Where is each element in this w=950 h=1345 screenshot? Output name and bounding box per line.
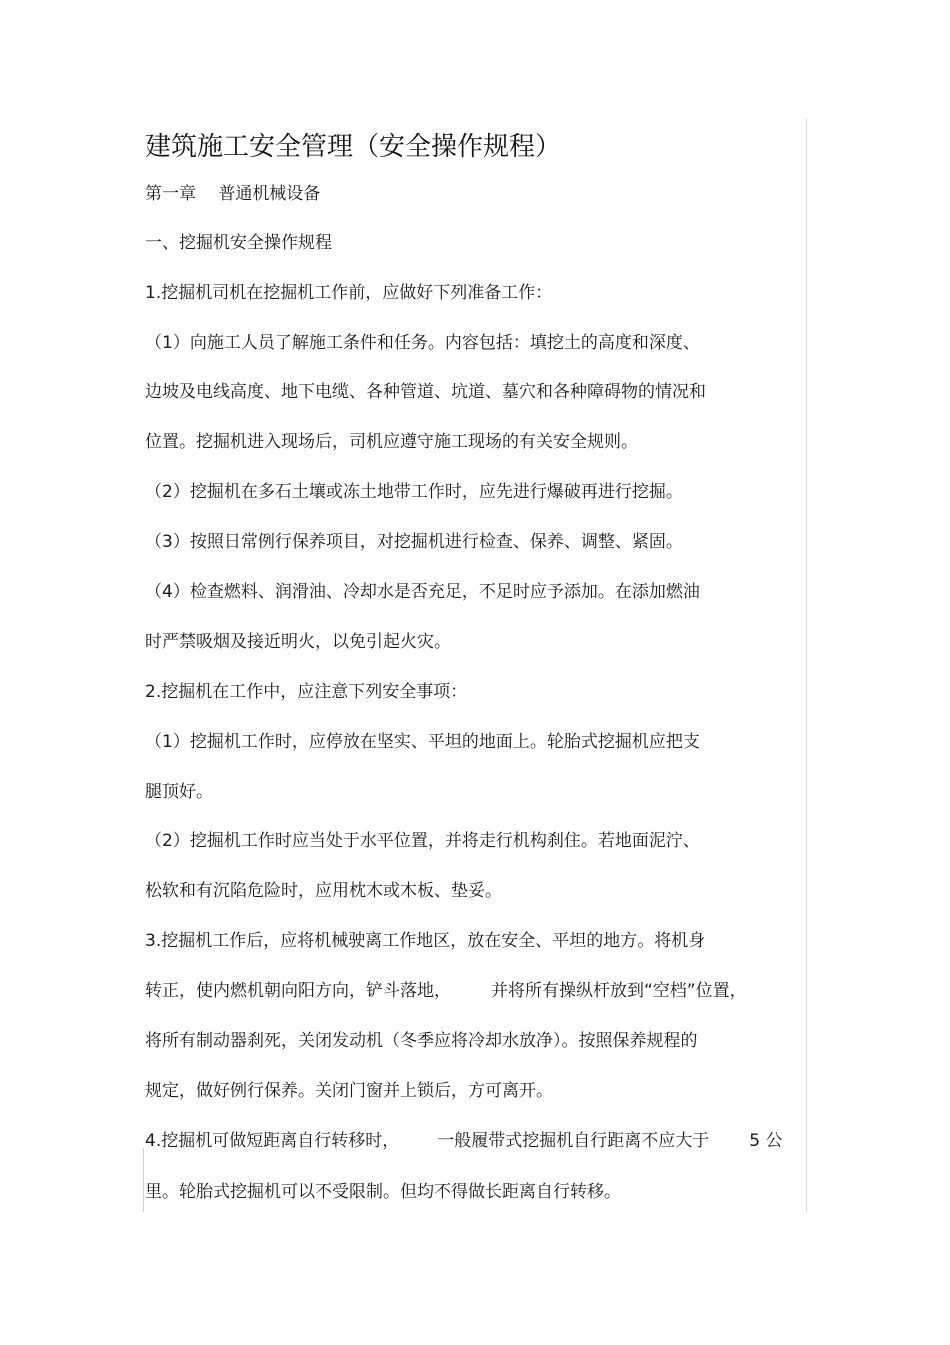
document-title: 建筑施工安全管理（安全操作规程） <box>145 132 562 162</box>
text-run: 5 公 <box>749 1131 783 1151</box>
text-run: 4.挖掘机可做短距离自行转移时， <box>145 1131 400 1151</box>
paragraph-line: 规定，做好例行保养。关闭门窗并上锁后，方可离开。 <box>145 1081 553 1101</box>
paragraph-line: 将所有制动器刹死，关闭发动机（冬季应将冷却水放净）。按照保养规程的 <box>145 1031 698 1051</box>
paragraph-line: 1.挖掘机司机在挖掘机工作前，应做好下列准备工作： <box>145 283 553 303</box>
paragraph-line: （2）挖掘机工作时应当处于水平位置，并将走行机构刹住。若地面泥泞、 <box>145 831 700 851</box>
paragraph-line: 里。轮胎式挖掘机可以不受限制。但均不得做长距离自行转移。 <box>145 1182 621 1202</box>
section-heading: 一、挖掘机安全操作规程 <box>145 233 332 253</box>
paragraph-line: 边坡及电线高度、地下电缆、各种管道、坑道、墓穴和各种障碍物的情况和 <box>145 382 706 402</box>
paragraph-line: 腿顶好。 <box>145 782 213 802</box>
page-margin-rule-right <box>806 118 807 1212</box>
paragraph-line: （1）向施工人员了解施工条件和任务。内容包括：填挖土的高度和深度、 <box>145 333 700 353</box>
paragraph-line: （1）挖掘机工作时，应停放在坚实、平坦的地面上。轮胎式挖掘机应把支 <box>145 732 700 752</box>
paragraph-line <box>145 1129 782 1153</box>
text-run: 转正，使内燃机朝向阳方向，铲斗落地， <box>145 981 451 1001</box>
text-run: 并将所有操纵杆放到“空档”位置， <box>491 981 747 1001</box>
paragraph-line: （3）按照日常例行保养项目，对挖掘机进行检查、保养、调整、紧固。 <box>145 532 683 552</box>
chapter-heading: 第一章 普通机械设备 <box>145 184 321 204</box>
paragraph-line: （2）挖掘机在多石土壤或冻土地带工作时，应先进行爆破再进行挖掘。 <box>145 482 683 502</box>
paragraph-line: （4）检查燃料、润滑油、冷却水是否充足，不足时应予添加。在添加燃油 <box>145 582 700 602</box>
paragraph-line: 2.挖掘机在工作中，应注意下列安全事项： <box>145 682 468 702</box>
paragraph-line: 松软和有沉陷危险时，应用枕木或木板、垫妥。 <box>145 881 502 901</box>
paragraph-line: 位置。挖掘机进入现场后，司机应遵守施工现场的有关安全规则。 <box>145 432 638 452</box>
text-run: 一般履带式挖掘机自行距离不应大于 <box>437 1131 710 1151</box>
paragraph-line <box>145 979 747 1003</box>
page-margin-rule-left <box>143 1148 144 1212</box>
paragraph-line: 3.挖掘机工作后，应将机械驶离工作地区，放在安全、平坦的地方。将机身 <box>145 931 706 951</box>
paragraph-line: 时严禁吸烟及接近明火，以免引起火灾。 <box>145 632 451 652</box>
